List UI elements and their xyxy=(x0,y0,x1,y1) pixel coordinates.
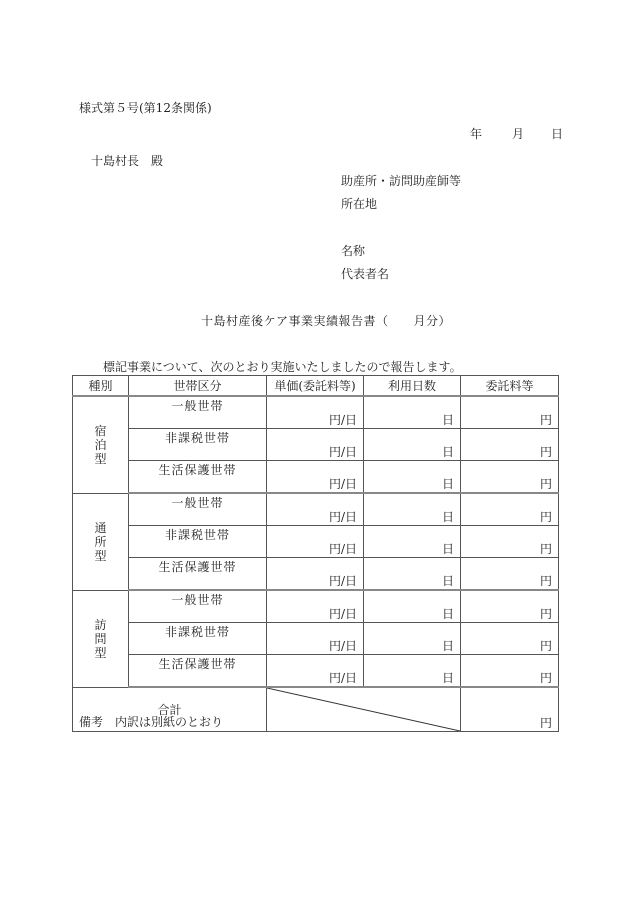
category-cell: 生活保護世帯 xyxy=(129,461,267,494)
days-cell[interactable]: 日 xyxy=(364,493,461,526)
fee-cell[interactable]: 円 xyxy=(461,493,559,526)
document-title: 十島村産後ケア事業実績報告書（ 月分） xyxy=(201,314,452,328)
intro-text: 標記事業について、次のとおり実施いたしましたので報告します。 xyxy=(103,360,462,374)
total-label: 合計 xyxy=(73,687,267,732)
unit-price-cell[interactable]: 円/日 xyxy=(267,429,364,461)
diagonal-line xyxy=(267,688,460,731)
date-day: 日 xyxy=(551,127,564,141)
unit-price-cell[interactable]: 円/日 xyxy=(267,558,364,591)
unit-price-cell[interactable]: 円/日 xyxy=(267,526,364,558)
category-cell: 一般世帯 xyxy=(129,396,267,429)
total-diagonal-cell xyxy=(267,687,461,732)
fee-cell[interactable]: 円 xyxy=(461,558,559,591)
header-fee: 委託料等 xyxy=(461,376,559,397)
group-type-cell xyxy=(73,396,129,493)
days-cell[interactable]: 日 xyxy=(364,429,461,461)
group-type-cell xyxy=(73,493,129,590)
date-line xyxy=(470,127,563,141)
fee-cell[interactable]: 円 xyxy=(461,461,559,494)
group-type-label: 訪問型 xyxy=(94,617,107,660)
table-row xyxy=(73,493,559,526)
table-row xyxy=(73,429,559,461)
header-type: 種別 xyxy=(73,376,129,397)
unit-price-cell[interactable]: 円/日 xyxy=(267,493,364,526)
days-cell[interactable]: 日 xyxy=(364,396,461,429)
category-cell: 一般世帯 xyxy=(129,493,267,526)
days-cell[interactable]: 日 xyxy=(364,558,461,591)
unit-price-cell[interactable]: 円/日 xyxy=(267,655,364,688)
fee-cell[interactable]: 円 xyxy=(461,655,559,688)
category-cell: 非課税世帯 xyxy=(129,429,267,461)
category-cell: 生活保護世帯 xyxy=(129,558,267,591)
header-days: 利用日数 xyxy=(364,376,461,397)
date-year: 年 xyxy=(470,127,483,141)
fee-cell[interactable]: 円 xyxy=(461,429,559,461)
fee-cell[interactable]: 円 xyxy=(461,396,559,429)
group-type-cell xyxy=(73,590,129,687)
fee-cell[interactable]: 円 xyxy=(461,590,559,623)
unit-price-cell[interactable]: 円/日 xyxy=(267,396,364,429)
days-cell[interactable]: 日 xyxy=(364,655,461,688)
form-number: 様式第５号(第12条関係) xyxy=(79,101,212,115)
days-cell[interactable]: 日 xyxy=(364,461,461,494)
table-row xyxy=(73,558,559,591)
unit-price-cell[interactable]: 円/日 xyxy=(267,461,364,494)
days-cell[interactable]: 日 xyxy=(364,590,461,623)
table-header-row xyxy=(73,376,559,397)
address-label: 所在地 xyxy=(341,197,378,211)
category-cell: 一般世帯 xyxy=(129,590,267,623)
table-row xyxy=(73,623,559,655)
table-row xyxy=(73,590,559,623)
group-type-label: 通所型 xyxy=(94,520,107,563)
fee-cell[interactable]: 円 xyxy=(461,526,559,558)
category-cell: 生活保護世帯 xyxy=(129,655,267,688)
organization-label: 助産所・訪問助産師等 xyxy=(341,174,462,188)
name-label: 名称 xyxy=(341,244,366,258)
addressee: 十島村長 殿 xyxy=(91,154,164,168)
header-unit-price: 単価(委託料等) xyxy=(267,376,364,397)
unit-price-cell[interactable]: 円/日 xyxy=(267,623,364,655)
category-cell: 非課税世帯 xyxy=(129,526,267,558)
representative-label: 代表者名 xyxy=(341,267,390,281)
days-cell[interactable]: 日 xyxy=(364,623,461,655)
table-row xyxy=(73,526,559,558)
table-row xyxy=(73,461,559,494)
remarks: 備考 内訳は別紙のとおり xyxy=(79,715,224,729)
report-table xyxy=(72,375,559,732)
header-category: 世帯区分 xyxy=(129,376,267,397)
unit-price-cell[interactable]: 円/日 xyxy=(267,590,364,623)
table-row xyxy=(73,396,559,429)
table-row xyxy=(73,655,559,688)
fee-cell[interactable]: 円 xyxy=(461,623,559,655)
days-cell[interactable]: 日 xyxy=(364,526,461,558)
date-month: 月 xyxy=(512,127,525,141)
category-cell: 非課税世帯 xyxy=(129,623,267,655)
group-type-label: 宿泊型 xyxy=(94,423,107,466)
total-fee-cell[interactable]: 円 xyxy=(461,687,559,732)
